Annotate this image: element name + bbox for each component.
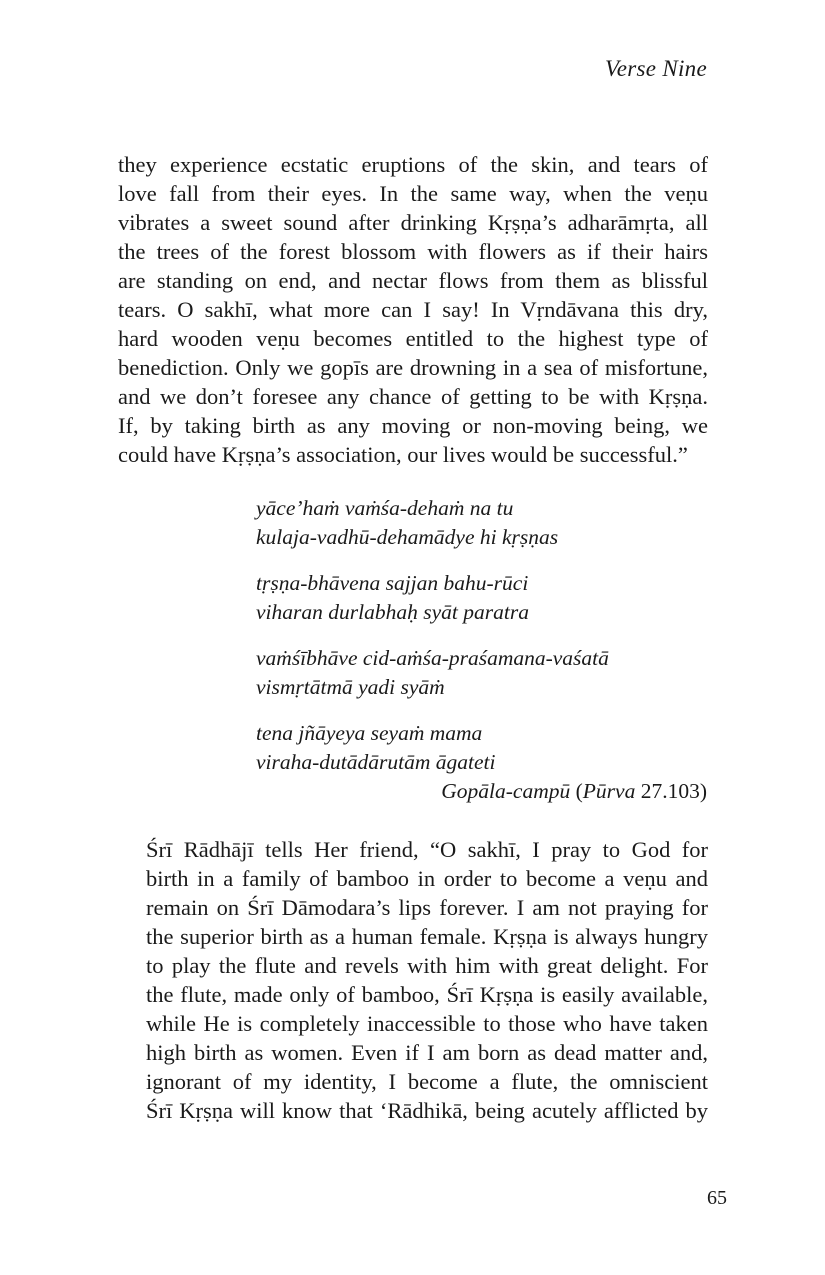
citation-open: ( [575, 779, 583, 803]
text-line: Śrī Kṛṣṇa will know that ‘Rādhikā, being acutely afflicted by [146, 1098, 708, 1123]
verse-line: yāce’haṁ vaṁśa-dehaṁ na tu [256, 496, 514, 520]
verse-line: kulaja-vadhū-dehamādye hi kṛṣṇas [256, 525, 559, 549]
verse-stanza [256, 569, 609, 627]
paragraph-2 [118, 835, 708, 1125]
text-line: the superior birth as a human female. Kṛṣṇa is always hungry [146, 924, 708, 949]
text-line: love fall from their eyes. In the same way, when the veṇu [118, 181, 708, 206]
text-line: tears. O sakhī, what more can I say! In Vṛndāvana this dry, [118, 297, 708, 322]
verse-line: tena jñāyeya seyaṁ mama [256, 721, 483, 745]
text-line: hard wooden veṇu becomes entitled to the highest type of [118, 326, 708, 351]
text-line: are standing on end, and nectar flows from them as blissful [118, 268, 708, 293]
verse-line: vaṁśībhāve cid-aṁśa-praśamana-vaśatā [256, 646, 609, 670]
verse-line: vismṛtātmā yadi syāṁ [256, 675, 445, 699]
page-number: 65 [707, 1187, 727, 1209]
text-line: to play the flute and revels with him with great delight. For [146, 953, 708, 978]
sanskrit-verse [256, 494, 609, 794]
text-line: could have Kṛṣṇa’s association, our lives would be successful.” [118, 442, 688, 467]
text-line: ignorant of my identity, I become a flute, the omniscient [146, 1069, 708, 1094]
text-line: high birth as women. Even if I am born as dead matter and, [146, 1040, 708, 1065]
text-line: If, by taking birth as any moving or non-moving being, we [118, 413, 708, 438]
text-line: Śrī Rādhājī tells Her friend, “O sakhī, I pray to God for [146, 837, 708, 862]
text-line: and we don’t foresee any chance of getting to be with Kṛṣṇa. [118, 384, 708, 409]
verse-stanza [256, 494, 609, 552]
running-head: Verse Nine [604, 56, 707, 81]
text-line: the flute, made only of bamboo, Śrī Kṛṣṇa is easily available, [146, 982, 708, 1007]
verse-line: viharan durlabhaḥ syāt paratra [256, 600, 529, 624]
text-line: benediction. Only we gopīs are drowning in a sea of misfortune, [118, 355, 708, 380]
text-line: remain on Śrī Dāmodara’s lips forever. I am not praying for [146, 895, 708, 920]
text-line: while He is completely inaccessible to those who have taken [146, 1011, 708, 1036]
citation-section: Pūrva [582, 779, 636, 803]
text-line: the trees of the forest blossom with flowers as if their hairs [118, 239, 708, 264]
citation-ref: 27.103) [640, 779, 707, 803]
text-line: vibrates a sweet sound after drinking Kṛṣṇa’s adharāmṛta, all [118, 210, 708, 235]
text-line: birth in a family of bamboo in order to become a veṇu and [146, 866, 708, 891]
verse-stanza [256, 719, 609, 777]
text-line: they experience ecstatic eruptions of the skin, and tears of [118, 152, 708, 177]
verse-line: tṛṣṇa-bhāvena sajjan bahu-rūci [256, 571, 529, 595]
paragraph-1 [118, 150, 708, 469]
citation-work: Gopāla-campū [441, 779, 571, 803]
verse-citation [441, 777, 707, 806]
verse-line: viraha-dutādārutām āgateti [256, 750, 496, 774]
verse-stanza [256, 644, 609, 702]
